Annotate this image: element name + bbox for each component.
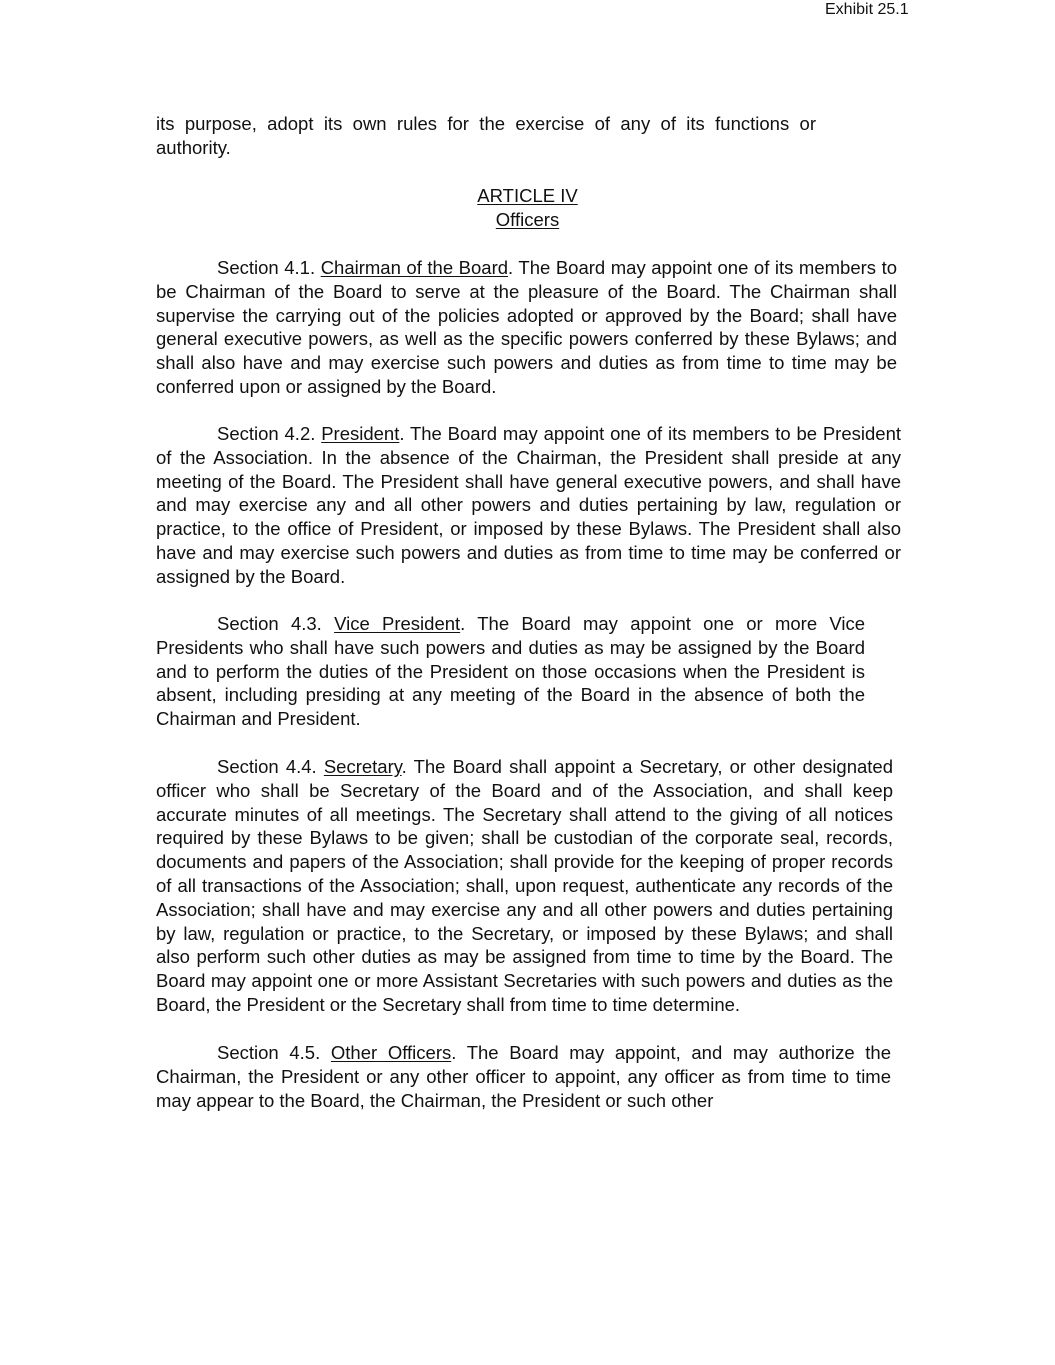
section-heading: Other Officers <box>330 1042 452 1063</box>
section-number: Section 4.3. <box>217 613 322 634</box>
section-heading: Secretary <box>323 756 402 777</box>
section-body: . The Board may appoint one of its members to be President of the Association. In the absence of the Chairman, the President shall preside at any meeting of the Board. The President shall have general executive powers, and shall have and may exercise any and all other powers and duties pertaining by law, regulation or practice, to the office of President, or imposed by these Bylaws. The President shall also have and may exercise such powers and duties as from time to time may be conferred or assigned by the Board. <box>156 423 901 587</box>
section-number: Section 4.5. <box>217 1042 321 1063</box>
exhibit-label: Exhibit 25.1 <box>825 1 909 18</box>
section-4-4 <box>156 755 893 1017</box>
section-body: . The Board shall appoint a Secretary, or other designated officer who shall be Secretary of the Board and of the Association, and shall keep accurate minutes of all meetings. The Secretary shall attend to the giving of all notices required by these Bylaws to be given; shall be custodian of the corporate seal, records, documents and papers of the Association; shall provide for the keeping of proper records of all transactions of the Association; shall, upon request, authenticate any records of the Association; shall have and may exercise any and all other powers and duties pertaining by law, regulation or practice, to the Secretary, or imposed by these Bylaws; and shall also perform such other duties as may be assigned from time to time by the Board. The Board may appoint one or more Assistant Secretaries with such powers and duties as the Board, the President or the Secretary shall from time to time determine. <box>156 756 894 1015</box>
section-number: Section 4.4. <box>217 756 317 777</box>
article-number: ARTICLE IV <box>477 185 578 206</box>
intro-paragraph: its purpose, adopt its own rules for the exercise of any of its functions or authority. <box>156 113 816 158</box>
section-4-2 <box>156 422 901 589</box>
section-heading: Vice President <box>334 613 461 634</box>
section-number: Section 4.1. <box>217 257 316 278</box>
section-4-1 <box>156 256 897 399</box>
section-heading: President <box>321 423 400 444</box>
section-4-3 <box>156 612 865 731</box>
section-body: . The Board may appoint one or more Vice Presidents who shall have such powers and duties as may be assigned by the Board and to perform the duties of the President on those occasions when the President is absent, including presiding at any meeting of the Board in the absence of both the Chairman and President. <box>156 613 866 730</box>
section-heading: Chairman of the Board <box>320 257 509 278</box>
section-number: Section 4.2. <box>217 423 316 444</box>
article-heading <box>0 184 1055 232</box>
section-body: . The Board may appoint, and may authorize the Chairman, the President or any other officer to appoint, any officer as from time to time may appear to the Board, the Chairman, the President or such other <box>156 1042 892 1111</box>
article-title: Officers <box>495 208 560 230</box>
section-4-5 <box>156 1041 891 1112</box>
section-body: . The Board may appoint one of its members to be Chairman of the Board to serve at the pleasure of the Board. The Chairman shall supervise the carrying out of the policies adopted or approved by the Board; shall have general executive powers, as well as the specific powers conferred by these Bylaws; and shall also have and may exercise such powers and duties as from time to time may be conferred upon or assigned by the Board. <box>156 257 898 397</box>
